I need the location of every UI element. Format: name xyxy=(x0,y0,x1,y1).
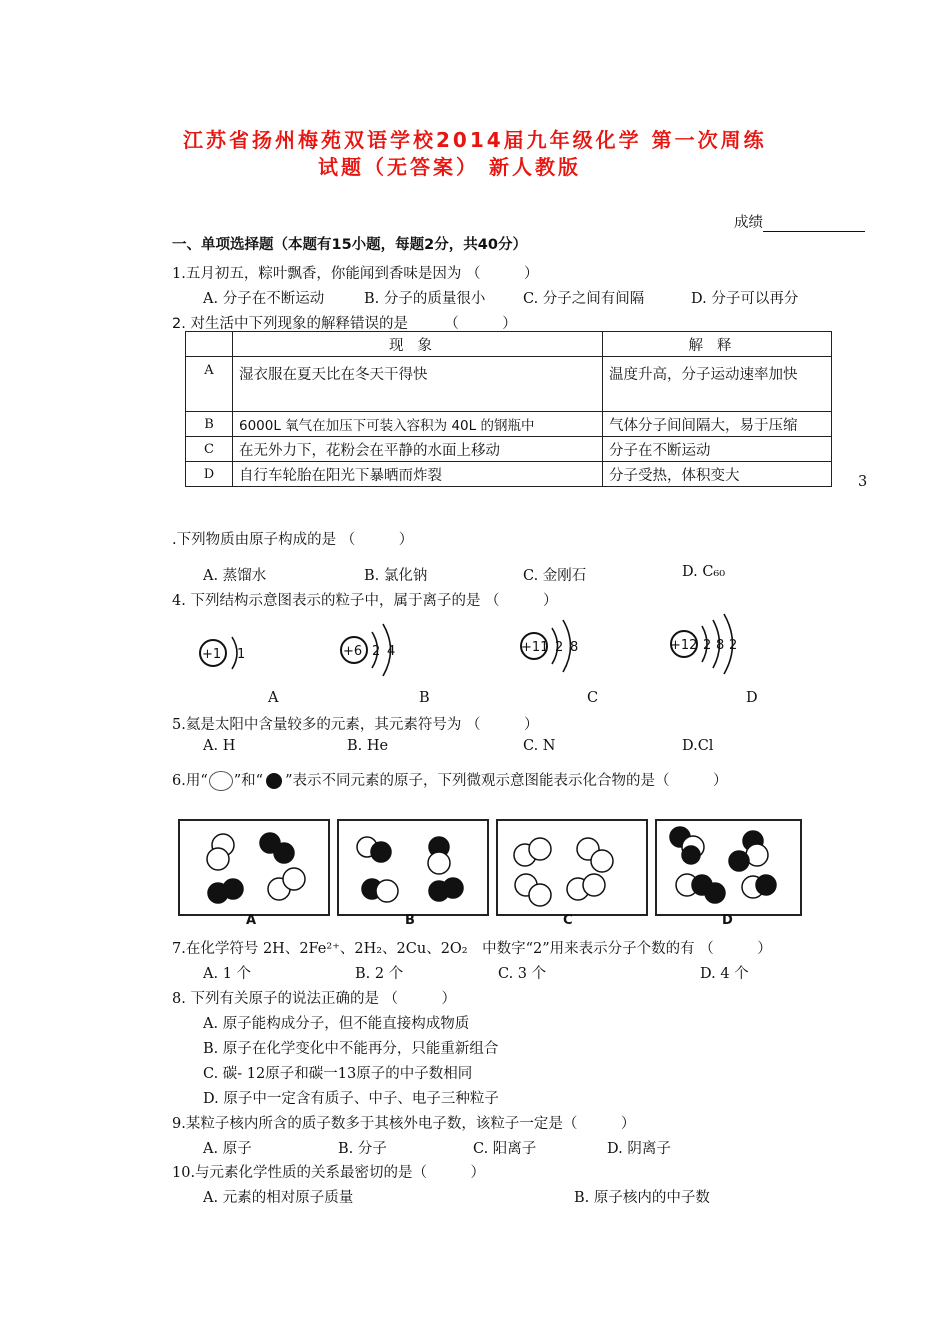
q2-stem: 2. 对生活中下列现象的解释错误的是 （ ） xyxy=(172,316,517,332)
atom-nucleus: +1 xyxy=(202,647,222,662)
q6-box-a xyxy=(178,819,330,916)
score-label: 成绩 xyxy=(734,215,763,231)
q6-stem-part: ”和“ xyxy=(233,773,264,789)
q2-row-explanation: 温度升高，分子运动速率加快 xyxy=(603,357,832,412)
q2-row-a xyxy=(186,357,832,412)
q4-label-b: B xyxy=(419,690,430,706)
q5-option-a: A. H xyxy=(203,738,236,754)
q3-option-d: D. C₆₀ xyxy=(682,564,726,580)
atom-shell: 8 xyxy=(716,638,725,653)
molecule-diagram-d xyxy=(657,821,800,914)
q2-row-phenomenon: 在无外力下，花粉会在平静的水面上移动 xyxy=(233,437,603,462)
score-field xyxy=(734,211,865,232)
q10-option-b: B. 原子核内的中子数 xyxy=(574,1190,710,1206)
atom-shell: 1 xyxy=(237,647,246,662)
q4-label-c: C xyxy=(587,690,599,706)
q1-option-d: D. 分子可以再分 xyxy=(691,291,799,307)
black-atom-icon xyxy=(266,773,282,789)
q7-option-d: D. 4 个 xyxy=(700,966,749,982)
q5-stem: 5.氦是太阳中含量较多的元素，其元素符号为 （ ） xyxy=(172,717,539,733)
q3-number: 3 xyxy=(858,474,868,490)
q8-option-b: B. 原子在化学变化中不能再分，只能重新组合 xyxy=(203,1041,499,1057)
atom-nucleus: +11 xyxy=(521,640,549,655)
white-atom-icon xyxy=(209,771,233,791)
q2-row-c xyxy=(186,437,832,462)
q5-option-d: D.Cl xyxy=(682,738,714,754)
q2-row-explanation: 气体分子间间隔大，易于压缩 xyxy=(603,412,832,437)
q9-option-c: C. 阳离子 xyxy=(473,1141,537,1157)
q2-row-b xyxy=(186,412,832,437)
q10-stem: 10.与元素化学性质的关系最密切的是（ ） xyxy=(172,1165,486,1181)
atom-diagram-d xyxy=(670,614,737,674)
atom-diagram-a xyxy=(200,637,245,669)
q6-label-a: A xyxy=(246,913,257,928)
q2-header-blank xyxy=(186,332,233,357)
q6-stem-part: ”表示不同元素的原子，下列微观示意图能表示化合物的是（ ） xyxy=(285,773,728,789)
q1-option-a: A. 分子在不断运动 xyxy=(203,291,325,307)
q2-row-label: D xyxy=(186,462,233,487)
q3-option-a: A. 蒸馏水 xyxy=(203,568,267,584)
q2-row-label: A xyxy=(186,357,233,412)
q2-row-label: B xyxy=(186,412,233,437)
q3-option-b: B. 氯化钠 xyxy=(364,568,428,584)
q9-option-a: A. 原子 xyxy=(203,1141,252,1157)
title-line-2: 试题（无答案） 新人教版 xyxy=(318,155,581,179)
q3-option-c: C. 金刚石 xyxy=(523,568,587,584)
q8-option-c: C. 碳- 12原子和碳一13原子的中子数相同 xyxy=(203,1066,473,1082)
q2-row-phenomenon: 湿衣服在夏天比在冬天干得快 xyxy=(233,357,603,412)
atom-nucleus: +12 xyxy=(670,638,698,653)
q1-stem: 1.五月初五，粽叶飘香，你能闻到香味是因为 （ ） xyxy=(172,266,539,282)
molecule-diagram-a xyxy=(180,821,328,914)
q7-option-b: B. 2 个 xyxy=(355,966,404,982)
q3-stem: .下列物质由原子构成的是 （ ） xyxy=(172,532,414,548)
q1-option-c: C. 分子之间有间隔 xyxy=(523,291,645,307)
q2-row-explanation: 分子受热，体积变大 xyxy=(603,462,832,487)
q8-stem: 8. 下列有关原子的说法正确的是 （ ） xyxy=(172,991,457,1007)
q7-stem: 7.在化学符号 2H、2Fe²⁺、2H₂、2Cu、2O₂ 中数字“2”用来表示分子个数的有 （ ） xyxy=(172,941,772,957)
q6-box-d xyxy=(655,819,802,916)
molecule-diagram-b xyxy=(339,821,487,914)
q2-table xyxy=(185,331,832,487)
q6-box-c xyxy=(496,819,648,916)
q7-option-a: A. 1 个 xyxy=(203,966,252,982)
q2-table-header xyxy=(186,332,832,357)
atom-shell: 2 xyxy=(372,644,381,659)
q8-option-a: A. 原子能构成分子，但不能直接构成物质 xyxy=(203,1016,470,1032)
q1-option-b: B. 分子的质量很小 xyxy=(364,291,486,307)
section-heading: 一、单项选择题（本题有15小题，每题2分，共40分） xyxy=(172,237,527,253)
q10-option-a: A. 元素的相对原子质量 xyxy=(203,1190,354,1206)
q8-option-d: D. 原子中一定含有质子、中子、电子三种粒子 xyxy=(203,1091,499,1107)
title-line-1: 江苏省扬州梅苑双语学校2014届九年级化学 第一次周练 xyxy=(183,128,767,152)
q4-stem: 4. 下列结构示意图表示的粒子中，属于离子的是 （ ） xyxy=(172,593,558,609)
q6-box-b xyxy=(337,819,489,916)
q4-label-a: A xyxy=(268,690,279,706)
q2-row-phenomenon: 6000L 氧气在加压下可装入容积为 40L 的钢瓶中 xyxy=(233,412,603,437)
atom-shell: 8 xyxy=(570,640,579,655)
q5-option-c: C. N xyxy=(523,738,556,754)
q5-option-b: B. He xyxy=(347,738,389,754)
atom-shell: 2 xyxy=(555,640,564,655)
q2-row-explanation: 分子在不断运动 xyxy=(603,437,832,462)
molecule-diagram-c xyxy=(498,821,646,914)
q9-stem: 9.某粒子核内所含的质子数多于其核外电子数，该粒子一定是（ ） xyxy=(172,1116,636,1132)
q2-header-phenomenon: 现象 xyxy=(233,332,603,357)
q9-option-d: D. 阴离子 xyxy=(607,1141,671,1157)
score-blank xyxy=(763,215,865,232)
q9-option-b: B. 分子 xyxy=(338,1141,387,1157)
atom-nucleus: +6 xyxy=(343,644,363,659)
q6-label-c: C xyxy=(563,913,573,928)
q6-label-d: D xyxy=(722,913,733,928)
q6-label-b: B xyxy=(405,913,415,928)
atom-diagram-b xyxy=(341,624,395,676)
atom-diagram-c xyxy=(521,620,578,672)
atom-shell: 4 xyxy=(387,644,396,659)
q2-header-explanation: 解释 xyxy=(603,332,832,357)
q2-row-d xyxy=(186,462,832,487)
q4-atom-diagrams xyxy=(180,612,800,687)
atom-shell: 2 xyxy=(729,638,738,653)
q4-label-d: D xyxy=(746,690,758,706)
q6-stem xyxy=(172,769,728,791)
atom-shell: 2 xyxy=(703,638,712,653)
q6-stem-part: 6.用“ xyxy=(172,773,208,789)
q7-option-c: C. 3 个 xyxy=(498,966,547,982)
q2-row-label: C xyxy=(186,437,233,462)
q2-row-phenomenon: 自行车轮胎在阳光下暴晒而炸裂 xyxy=(233,462,603,487)
